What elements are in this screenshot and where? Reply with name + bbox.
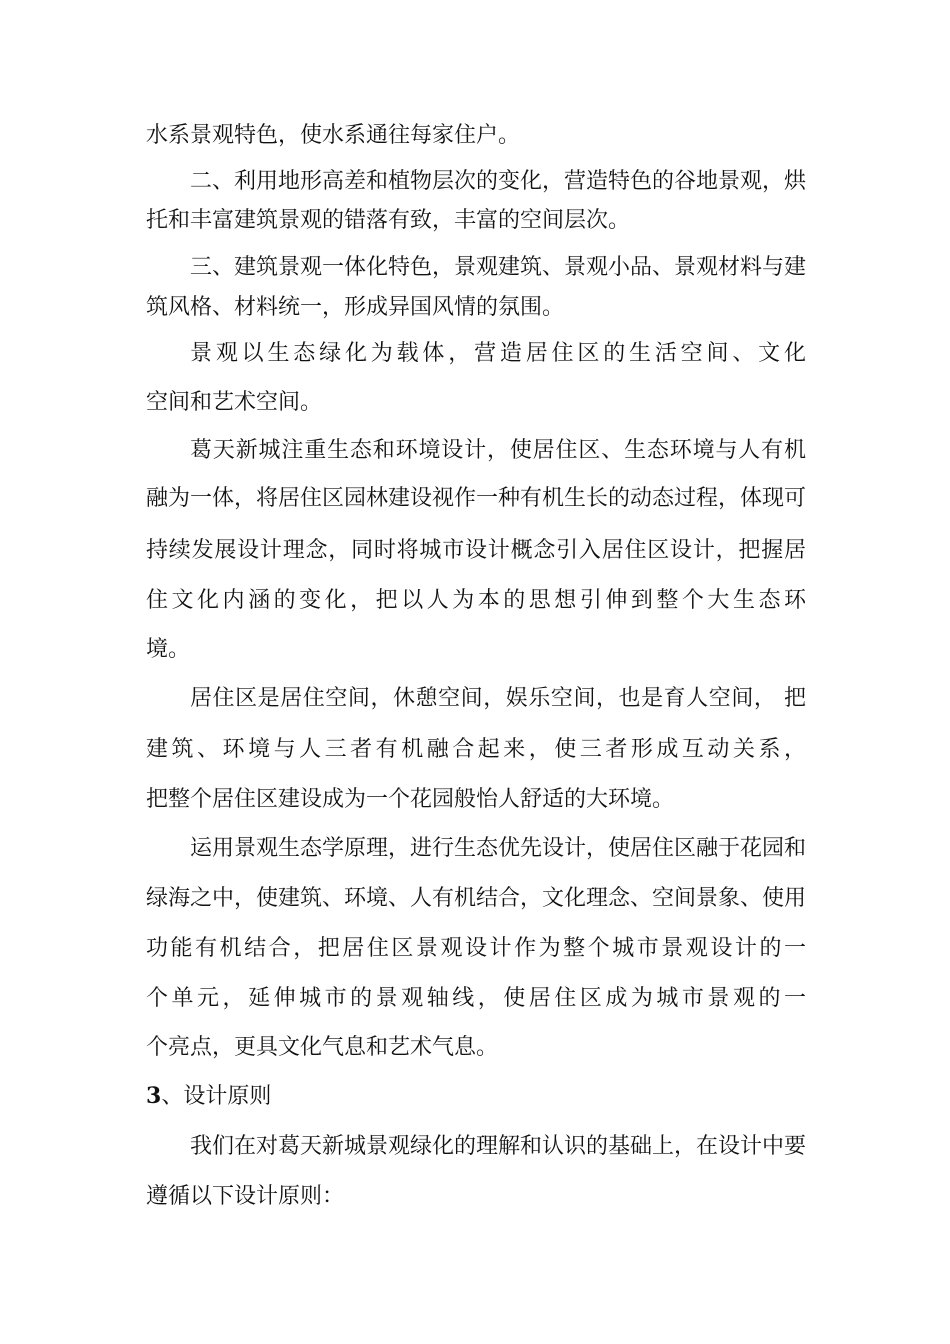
text-line: 功能有机结合，把居住区景观设计作为整个城市景观设计的一 [146, 936, 806, 961]
text-line: 建筑、环境与人三者有机融合起来，使三者形成互动关系， [146, 737, 806, 762]
text-line: 境。 [146, 637, 191, 662]
text-line: 运用景观生态学原理，进行生态优先设计，使居住区融于花园和 [190, 836, 807, 861]
section-heading-number: 3 [146, 1083, 162, 1109]
text-line: 葛天新城注重生态和环境设计，使居住区、生态环境与人有机 [190, 438, 806, 463]
text-line: 筑风格、材料统一，形成异国风情的氛围。 [146, 295, 565, 320]
text-line: 空间和艺术空间。 [146, 390, 323, 415]
text-line: 居住区是居住空间，休憩空间，娱乐空间，也是育人空间， 把 [190, 686, 806, 711]
text-line: 把整个居住区建设成为一个花园般怡人舒适的大环境。 [146, 787, 675, 812]
text-line: 个亮点，更具文化气息和艺术气息。 [146, 1035, 499, 1060]
text-line: 遵循以下设计原则： [146, 1184, 345, 1209]
text-line: 三、建筑景观一体化特色，景观建筑、景观小品、景观材料与建 [190, 255, 807, 280]
text-line: 托和丰富建筑景观的错落有致，丰富的空间层次。 [146, 208, 631, 233]
text-line: 个单元，延伸城市的景观轴线，使居住区成为城市景观的一 [146, 986, 806, 1011]
section-heading [146, 1081, 271, 1112]
text-line: 住文化内涵的变化，把以人为本的思想引伸到整个大生态环 [146, 588, 806, 613]
section-heading-text: 、设计原则 [161, 1084, 272, 1109]
text-line: 景观以生态绿化为载体，营造居住区的生活空间、文化 [190, 341, 806, 366]
text-line: 融为一体，将居住区园林建设视作一种有机生长的动态过程，体现可 [146, 486, 807, 511]
text-line: 水系景观特色，使水系通往每家住户。 [146, 123, 521, 148]
text-line: 二、利用地形高差和植物层次的变化，营造特色的谷地景观，烘 [190, 169, 807, 194]
text-line: 持续发展设计理念，同时将城市设计概念引入居住区设计，把握居 [146, 538, 806, 563]
text-line: 我们在对葛天新城景观绿化的理解和认识的基础上，在设计中要 [190, 1134, 807, 1159]
text-line: 绿海之中，使建筑、环境、人有机结合，文化理念、空间景象、使用 [146, 886, 807, 911]
